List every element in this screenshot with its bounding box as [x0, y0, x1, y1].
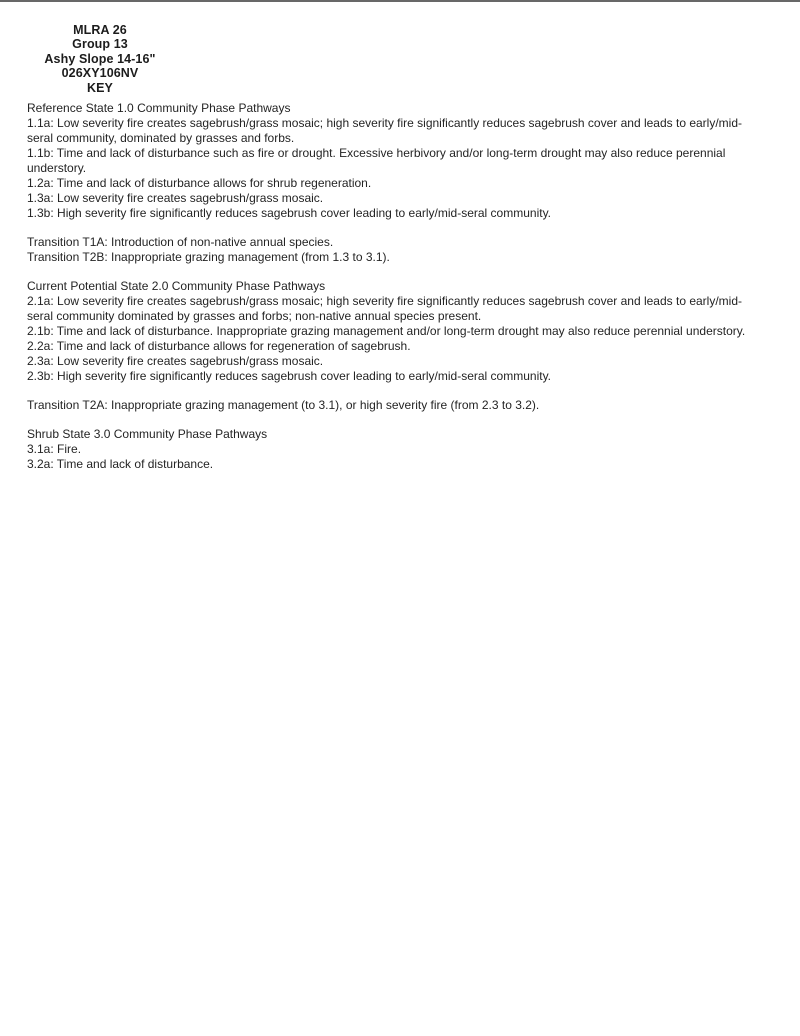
- text-line: Current Potential State 2.0 Community Phase Pathways: [27, 279, 326, 293]
- text-line: 3.2a: Time and lack of disturbance.: [27, 457, 214, 471]
- scan-top-edge-line: [0, 0, 800, 2]
- text-line: 2.1b: Time and lack of disturbance. Inappropriate grazing management and/or long-term drought may also reduce perennial understory.: [27, 324, 746, 338]
- section-reference-state-pathways: [27, 101, 796, 221]
- section-current-potential-state-pathways: [27, 279, 796, 384]
- text-line: 2.2a: Time and lack of disturbance allows for regeneration of sagebrush.: [27, 339, 411, 353]
- text-line: 2.1a: Low severity fire creates sagebrush/grass mosaic; high severity fire significantly reduces sagebrush cover and leads to early/mid-: [27, 294, 743, 308]
- header-line-mlra: MLRA 26: [73, 23, 127, 37]
- text-line: Shrub State 3.0 Community Phase Pathways: [27, 427, 268, 441]
- text-line: 1.1b: Time and lack of disturbance such as fire or drought. Excessive herbivory and/or long-term drought may also reduce perennial: [27, 146, 726, 160]
- text-line: 1.1a: Low severity fire creates sagebrush/grass mosaic; high severity fire significantly reduces sagebrush cover and leads to early/mid-: [27, 116, 743, 130]
- text-line: Transition T2B: Inappropriate grazing management (from 1.3 to 3.1).: [27, 250, 390, 264]
- header-line-key: KEY: [86, 80, 113, 95]
- text-line: understory.: [27, 161, 87, 175]
- header-line-site-id: 026XY106NV: [61, 66, 139, 81]
- text-line: 2.3b: High severity fire significantly reduces sagebrush cover leading to early/mid-seral community.: [27, 369, 552, 383]
- text-line: Transition T2A: Inappropriate grazing management (to 3.1), or high severity fire (from 2.3 to 3.2).: [27, 398, 540, 412]
- text-line: 1.2a: Time and lack of disturbance allows for shrub regeneration.: [27, 176, 372, 190]
- section-transitions-t1a-t2b: [27, 235, 796, 265]
- text-line: 3.1a: Fire.: [27, 442, 82, 456]
- text-line: seral community dominated by grasses and forbs; non-native annual species present.: [27, 309, 482, 323]
- section-shrub-state-pathways: [27, 427, 796, 472]
- text-line: Reference State 1.0 Community Phase Pathways: [27, 101, 291, 115]
- text-line: 2.3a: Low severity fire creates sagebrush/grass mosaic.: [27, 354, 324, 368]
- header-line-site-name: Ashy Slope 14-16": [44, 51, 156, 66]
- text-line: Transition T1A: Introduction of non-native annual species.: [27, 235, 334, 249]
- section-transition-t2a: [27, 398, 796, 413]
- header-line-group: Group 13: [72, 37, 128, 52]
- document-body: [27, 101, 796, 472]
- text-line: seral community, dominated by grasses and forbs.: [27, 131, 295, 145]
- text-line: 1.3b: High severity fire significantly reduces sagebrush cover leading to early/mid-seral community.: [27, 206, 552, 220]
- text-line: 1.3a: Low severity fire creates sagebrush/grass mosaic.: [27, 191, 324, 205]
- document-header: [0, 23, 200, 95]
